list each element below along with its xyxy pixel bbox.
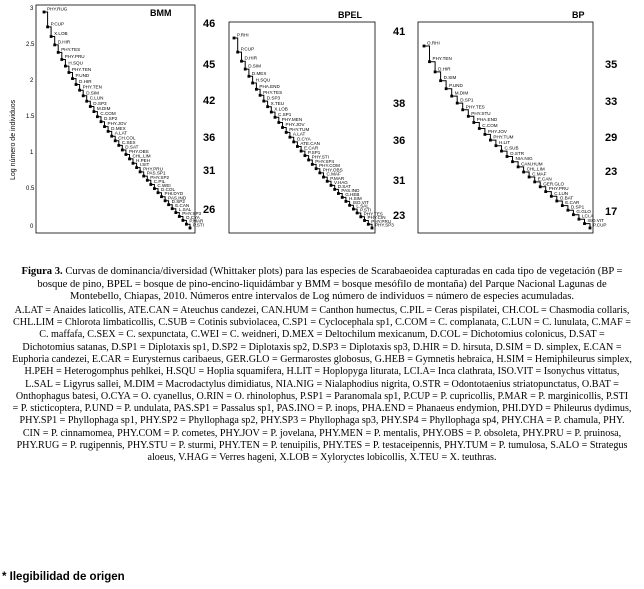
curve-point (89, 105, 92, 108)
curve-point (240, 60, 243, 63)
curve-point (333, 188, 336, 191)
curve-point (522, 171, 525, 174)
caption-text: Curvas de dominancia/diversidad (Whittaker plots) para las especies de Scarabaeoidea capturadas en cada tipo de vegetación (BP = bosque de pino, BPEL = bosque de pino-encino-liquidámbar y BMM = bosque mesófilo de montaña) del Parque Nacional Lagunas de Montebello, Chiapas, 2010. Números entre intervalos de Log número de individuos = número de especies acumuladas. (37, 266, 623, 303)
y-tick: 1 (30, 150, 34, 156)
species-label: PHI.DYD (164, 191, 184, 197)
interval-number: 31 (393, 175, 406, 187)
curve-point (528, 176, 531, 179)
species-label: X.TEU (270, 101, 285, 107)
species-label: PHY.OBS (128, 149, 149, 154)
species-label: P.UND (449, 83, 463, 89)
species-label: C.WEI (157, 183, 171, 189)
curve-point (478, 127, 481, 130)
species-label: O.CYA (185, 214, 200, 220)
panel-bpel (229, 10, 394, 233)
curve-point (277, 121, 280, 124)
curve-point (57, 51, 60, 54)
species-label: P.CUP (240, 46, 255, 52)
interval-number: 42 (203, 95, 216, 107)
intervals-bmm (203, 18, 215, 216)
species-label: C.MAF (326, 171, 341, 177)
species-label: D.SP1 (570, 204, 585, 210)
curve-point (262, 100, 265, 103)
curve-point (68, 71, 71, 74)
species-label: CH.COL (118, 135, 136, 141)
interval-number: 36 (393, 135, 406, 147)
interval-number: 45 (203, 59, 216, 71)
species-label: PHA.END (476, 117, 498, 122)
species-label: X.LOB (54, 31, 68, 36)
curve-point (85, 100, 88, 103)
curve-point (292, 141, 295, 144)
species-label: D.COL (161, 187, 176, 193)
curve-point (135, 166, 138, 169)
panel-title: BMM (150, 8, 172, 18)
species-label: LCI.A (581, 213, 594, 219)
species-label: PHY.COM (319, 163, 340, 169)
species-label: D.SIM (443, 75, 457, 81)
curve-point (266, 105, 269, 108)
curve-point (330, 184, 333, 187)
curve-point (182, 219, 185, 222)
curve-point (533, 181, 536, 184)
curve-point (114, 139, 117, 142)
species-label: D.HIR (438, 66, 451, 72)
curve-point (572, 213, 575, 216)
interval-number: 29 (605, 132, 618, 144)
curve-point (578, 218, 581, 221)
species-label: L.SAL (356, 203, 369, 209)
curve-point (125, 153, 128, 156)
y-tick: 1.5 (26, 114, 35, 120)
curve-point (322, 176, 325, 179)
curve-point (341, 196, 344, 199)
species-label: H.SQU (255, 77, 271, 83)
species-label: D.SP1 (460, 97, 474, 103)
species-label: D.MEX (251, 70, 267, 76)
interval-number: 46 (203, 18, 216, 30)
species-label: P.UND (75, 73, 90, 79)
curve-point (304, 154, 307, 157)
species-label: C.LUN (554, 190, 569, 196)
species-label: PHY.STI (311, 154, 329, 160)
species-label: D.SIM (86, 90, 99, 96)
figure-caption (12, 266, 632, 465)
curve-point (128, 158, 131, 161)
species-label: C.SP1 (278, 111, 292, 117)
species-label: CHL.LIM (526, 166, 545, 172)
species-label: D.MEX (111, 125, 126, 131)
species-labels (47, 7, 204, 228)
species-label: PHY.OBS (322, 167, 343, 173)
interval-number: 33 (605, 96, 618, 108)
figure-svg (0, 0, 644, 262)
curve-point (589, 227, 592, 230)
curve-point (550, 195, 553, 198)
species-label: PAS.IND (168, 195, 187, 201)
curve-point (157, 191, 160, 194)
curve-point (174, 211, 177, 214)
curve-point (103, 125, 106, 128)
species-label: PHY.TES (363, 211, 383, 217)
interval-number: 23 (605, 166, 618, 178)
curve-point (495, 144, 498, 147)
interval-number: 38 (393, 98, 406, 110)
curve-point (296, 145, 299, 148)
species-label: PHY.TES (61, 46, 81, 52)
curve-point (50, 35, 53, 38)
species-label: P.RHI (237, 32, 249, 38)
curve-point (345, 200, 348, 203)
curve-point (371, 227, 374, 230)
curve-point (506, 155, 509, 158)
curve-point (78, 89, 81, 92)
species-label: D.SP3 (93, 101, 107, 106)
species-label: P.MAR (189, 218, 204, 224)
species-label: D.SP3 (266, 95, 281, 101)
species-label: D.SAT (125, 144, 139, 150)
interval-number: 23 (393, 210, 406, 222)
species-label: V.HAG (334, 179, 348, 185)
curve-point (100, 120, 103, 123)
species-label: H.PEH (136, 157, 151, 163)
curve-point (307, 159, 310, 162)
curve-point (285, 131, 288, 134)
curve-point (583, 222, 586, 225)
species-label: E.CAN (537, 176, 552, 182)
species-label: GER.GLO (543, 181, 565, 187)
curve-point (489, 139, 492, 142)
curve-point (121, 149, 124, 152)
species-label: PHY.TES (263, 89, 283, 95)
species-label: PAS.SP1 (146, 170, 166, 176)
curve-point (461, 108, 464, 111)
curve-point (46, 26, 49, 29)
species-label: G.HEB (345, 191, 360, 197)
species-label: PHY.PRU (64, 54, 85, 59)
species-label: PHY.CIN (367, 215, 386, 220)
panel-bp (418, 10, 606, 233)
figure-label: Figura 3. (21, 266, 63, 277)
y-tick: 0 (30, 224, 34, 230)
curve-point (132, 162, 135, 165)
curve-point (567, 209, 570, 212)
curve-point (326, 180, 329, 183)
curve-point (270, 111, 273, 114)
curve-point (318, 172, 321, 175)
interval-number: 41 (393, 26, 406, 38)
caption-abbreviations: A.LAT = Anaides laticollis, ATE.CAN = Ateuchus candezei, CAN.HUM = Canthon humectus, C.PIL = Ceras pispilatei, CH.COL = Chasmodia collaris, CHL.LIM = Chlorota limbaticollis, C.SUB = Cotinis subviolacea, C.SP1 = Cyclocephala sp1, C.COM = C. complanata, C.LUN = C. lunulata, C.MAF = C. maffafa, C.SEX = C. sexpunctata, C.WEI = C. weidneri, D.MEX = Deltochilum mexicanum, D.COL = Dichotomius colonicus, D.SAT = Dichotomius satanas, D.SP1 = Diplotaxis sp1, D.SP2 = Diplotaxis sp2, D.SP3 = Diplotaxis sp3, D.HIR = D. hirsuta, D.SIM = D. simplex, E.CAN = Euphoria candezei, E.CAR = Eurysternus caribaeus, GER.GLO = Germarostes globosus, G.HEB = Gymnetis hebraica, H.SIM = Hemiphileurus simplex, H.PEH = Heterogomphus pehlkei, H.SQU = Hoplia squamifera, H.LIT = Hoplopyga liturata, LCI.A= Inca clathrata, ISO.VIT = Isonychus vittatus, L.SAL = Ligyrus sallei, M.DIM = Macrodactylus dimidiatus, NIA.NIG = Nialaphodius nigrita, O.STR = Odontotaenius striatopunctatus, O.BAT = Onthophagus batesi, O.CYA = O. cyanellus, O.RIN = O. rhinolophus, P.SP1 = Paranomala sp1, P.CUP = P. cupricollis, P.MAR = P. marginicollis, P.STI = P. sticticoptera, P.UND = P. undulata, PAS.SP1 = Passalus sp1, PAS.INO = P. inops, PHA.END = Phanaeus endymion, PHI.DYD = Phileurus dydimus, PHY.SP1 = Phyllophaga sp1, PHY.SP2 = Phyllophaga sp2, PHY.SP3 = Phyllophaga sp3, PHY.SP4 = Phyllophaga sp4, PHY.CHA = P. chamula, PHY. CIN = P. cinnamomea, PHY.COM = P. cometes, PHY.JOV = P. jovelana, PHY.MEN = P. mentalis, PHY.OBS = P. obsoleta, PHY.PRU = P. pruinosa, PHY.RUG = P. rugipennis, PHY.STU = P. sturmi, PHY.TEN = P. tenuipilis, PHY.TES = P. testaceipennis, PHY.TUM = P. tumulosa, S.ALO = Strategus aloeus, V.HAG = Verres hageni, X.LOB = Xyloryctes lobicollis, X.TEU = X. teuthras. (12, 304, 632, 464)
species-label: PHY.TUM (289, 126, 310, 132)
species-label: C.MAF (532, 171, 547, 177)
curve-point (289, 136, 292, 139)
curve-point (348, 204, 351, 207)
species-label: NIA.NIG (515, 156, 533, 162)
species-labels (427, 41, 606, 228)
curve-point (164, 199, 167, 202)
curve-point (467, 115, 470, 118)
curve-point (352, 208, 355, 211)
species-label: I.SIT (139, 162, 150, 168)
species-label: D.SIM (248, 63, 261, 69)
curve-point (445, 87, 448, 90)
curve-point (139, 171, 142, 174)
species-label: D.HIR (79, 79, 92, 84)
interval-number: 26 (203, 204, 216, 216)
curve-point (484, 133, 487, 136)
curve-point (472, 121, 475, 124)
curve-point (60, 58, 63, 61)
curve-point (160, 195, 163, 198)
interval-number: 36 (203, 132, 216, 144)
species-label: PHY.TEN (82, 84, 102, 90)
curve-point (259, 94, 262, 97)
species-label: H.SQU (68, 60, 83, 66)
species-label: PHY.PRU (548, 186, 569, 192)
species-label: C.LUN (89, 95, 104, 101)
species-label: P.CUP (593, 222, 607, 228)
species-label: D.HIR (57, 39, 71, 45)
curve-point (248, 75, 251, 78)
species-label: PHY.PRU (143, 166, 163, 172)
species-label: M.DIM (454, 90, 469, 96)
species-label: H.LIT (498, 140, 511, 146)
curve-point (517, 166, 520, 169)
species-label: P.STI (193, 222, 204, 228)
curve-point (64, 65, 67, 68)
species-label: D.SP2 (104, 116, 118, 122)
curve-point (153, 187, 156, 190)
species-label: PAS.IND (341, 188, 360, 193)
whittaker-figure (0, 0, 644, 262)
species-label: C.SUB (504, 145, 519, 151)
species-label: G.GLO (576, 209, 591, 215)
species-label: X.LOB (274, 106, 288, 112)
species-label: PHY.SP4 (315, 158, 335, 164)
species-label: PHY.RUG (47, 6, 68, 12)
interval-number: 35 (605, 59, 618, 71)
species-label: PHY.TEN (432, 56, 452, 62)
y-tick: 3 (30, 6, 34, 12)
species-label: O.CYA (296, 136, 311, 142)
species-label: PHY.SP3 (182, 211, 202, 216)
curve-point (117, 144, 120, 147)
curve-point (107, 130, 110, 133)
curve-point (561, 204, 564, 207)
curve-point (311, 163, 314, 166)
curve-point (423, 45, 426, 48)
curve-point (251, 82, 254, 85)
curve-point (149, 183, 152, 186)
curve-point (356, 212, 359, 215)
curve-point (178, 215, 181, 218)
curve-point (142, 175, 145, 178)
curve-point (43, 11, 46, 14)
y-tick: 0.5 (26, 186, 35, 192)
curve-point (450, 95, 453, 98)
species-label: C.COM (482, 123, 498, 128)
species-label: E.CAR (565, 200, 580, 206)
curve-point (93, 110, 96, 113)
species-label: CHL.LIM (132, 153, 151, 159)
curve-point (110, 135, 113, 138)
curve-point (363, 219, 366, 222)
interval-number: 17 (605, 206, 618, 218)
species-label: PHY.TES (465, 104, 485, 110)
curve-point (337, 192, 340, 195)
curve-point (255, 88, 258, 91)
curve-point (167, 203, 170, 206)
species-label: PHY.JOV (285, 122, 305, 127)
species-label: A.LAT (114, 130, 128, 136)
species-label: A.LAT (292, 131, 306, 137)
panel-bmm (36, 5, 204, 233)
species-label: C.PIL (153, 179, 166, 184)
species-labels (237, 33, 394, 228)
curve-point (500, 150, 503, 153)
species-label: PHY.SP2 (150, 174, 170, 180)
species-label: D.SAT (337, 183, 351, 189)
intervals-bpel (393, 26, 405, 222)
curve-point (82, 94, 85, 97)
panel-title: BPEL (338, 10, 363, 20)
curve-point (555, 200, 558, 203)
curve-point (244, 68, 247, 71)
species-label: P.STI (360, 207, 372, 213)
species-label: PHA.END (259, 83, 280, 89)
curve-point (511, 160, 514, 163)
curve-point (428, 60, 431, 63)
species-label: ATE.CAN (300, 141, 320, 146)
curve-point (367, 223, 370, 226)
species-label: E.CAR (304, 145, 319, 151)
curve-point (146, 179, 149, 182)
curve-point (456, 102, 459, 105)
curve-point (233, 37, 236, 40)
species-label: ISO.VIT (352, 199, 369, 205)
species-label: PHY.STU (471, 110, 491, 116)
species-label: PHY.SP3 (375, 222, 394, 228)
species-label: O.BAT (559, 195, 574, 201)
species-label: ISO.VIT (587, 218, 604, 224)
panel-title: BP (572, 10, 585, 20)
interval-number: 31 (203, 165, 216, 177)
intervals-bp (605, 59, 617, 218)
species-label: PHY.MEN (281, 117, 303, 122)
caption-main (12, 266, 632, 304)
species-label: PHY.TEN (71, 67, 92, 72)
species-label: PHY.TUM (493, 134, 514, 140)
species-label: H.SIM (348, 195, 362, 201)
curve-point (274, 116, 277, 119)
y-ticks (26, 6, 35, 230)
curve-point (439, 79, 442, 82)
curve-point (434, 71, 437, 74)
curve-point (71, 77, 74, 80)
species-label: C.SEX (121, 139, 136, 145)
curve-point (315, 167, 318, 170)
species-label: PHY.JOV (487, 128, 507, 134)
curve-point (359, 215, 362, 218)
curve-point (53, 44, 56, 47)
curve-point (300, 150, 303, 153)
species-label: P.SP1 (307, 150, 321, 156)
species-label: C.COM (100, 111, 116, 117)
source-note: * Ilegibilidad de origen (2, 571, 125, 583)
curve-point (539, 185, 542, 188)
curve-point (185, 223, 188, 226)
species-label: PHY.PRU (371, 218, 392, 224)
species-label: P.MAR (330, 175, 345, 181)
species-label: CAN.HUM (521, 161, 543, 167)
species-label: PHY.JOV (107, 121, 127, 127)
curve-point (189, 227, 192, 230)
curve-point (75, 83, 78, 86)
species-label: E.CAN (175, 203, 190, 209)
species-label: M.DIM (96, 106, 111, 112)
curve-point (281, 126, 284, 129)
curve-point (544, 190, 547, 193)
curve-point (96, 115, 99, 118)
curve-point (171, 207, 174, 210)
y-tick: 2 (30, 78, 34, 84)
species-label: D.SP2 (171, 199, 185, 205)
y-tick: 2.5 (26, 42, 35, 48)
species-label: O.STR (510, 151, 525, 156)
y-axis-label: Log número de individuos (10, 99, 17, 180)
species-label: D.HIR (244, 55, 258, 61)
species-label: O.RHI (427, 40, 440, 46)
species-label: P.CUP (50, 21, 65, 27)
species-label: L.SAL (178, 207, 192, 213)
curve-point (236, 51, 239, 54)
